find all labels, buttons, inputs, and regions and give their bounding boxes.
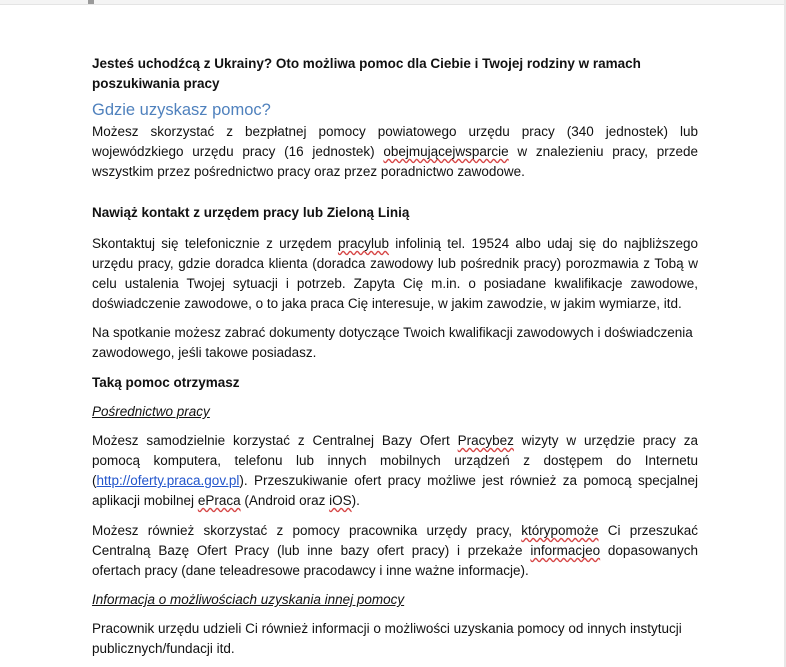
subheading-job-placement: Pośrednictwo pracy <box>92 404 210 419</box>
paragraph-contact: Skontaktuj się telefonicznie z urzędem pracylub infolinią tel. 19524 albo udaj się do najbliższego urzędu pracy, gdzie doradca klienta (doradca zawodowy lub pośrednik pracy) porozmawia z Tobą w celu ustalenia Twojej sytuacji i potrzeb. Zapyta Cię m.in. o posiadane kwalifikacje zawodowe, doświadczenie zawodowe, o to jaka praca Cię interesuje, w jakim zawodzie, w jakim wymiarze, itd. <box>92 236 699 311</box>
spelling-error: informacjeo <box>530 543 601 558</box>
paragraph-documents: Na spotkanie możesz zabrać dokumenty dotyczące Twoich kwalifikacji zawodowych i doświadczenia zawodowego, jeśli takowe posiadasz. <box>92 325 693 360</box>
paragraph-staff-help: Możesz również skorzystać z pomocy pracownika urzędy pracy, którypomoże Ci przeszukać Centralną Bazę Ofert Pracy (lub inne bazy ofert pracy) i przekaże informacjeo dopasowanych ofertach pracy (dane teleadresowe pracodawcy i inne ważne informacje). <box>92 523 698 578</box>
document-heading: Jesteś uchodźcą z Ukrainy? Oto możliwa pomoc dla Ciebie i Twojej rodziny w ramach poszukiwania pracy <box>92 56 641 91</box>
spelling-error: obejmującejwsparcie <box>383 144 509 159</box>
paragraph-help: Możesz skorzystać z bezpłatnej pomocy powiatowego urzędu pracy (340 jednostek) lub wojewódzkiego urzędu pracy (16 jednostek) obejmującejwsparcie w znalezieniu pracy, przede wszystkim przez pośrednictwo pracy oraz przez poradnictwo zawodowe. <box>92 124 698 179</box>
subheading-other-help: Informacja o możliwościach uzyskania innej pomocy <box>92 592 405 607</box>
spelling-error: Pracybez <box>457 433 514 448</box>
ruler-marker <box>88 0 94 4</box>
paragraph-job-offers: Możesz samodzielnie korzystać z Centralnej Bazy Ofert Pracybez wizyty w urzędzie pracy za pomocą komputera, telefonu lub innych mobilnych urządzeń z dostępem do Internetu (http://oferty.praca.gov.pl). Przeszukiwanie ofert pracy możliwe jest również za pomocą specjalnej aplikacji mobilnej ePraca (Android oraz iOS). <box>92 433 698 508</box>
section-heading-contact: Nawiąż kontakt z urzędem pracy lub Zieloną Linią <box>92 205 410 220</box>
ruler-bar <box>0 0 786 5</box>
spelling-error: ePraca <box>197 493 241 508</box>
section-heading-support: Taką pomoc otrzymasz <box>92 375 240 390</box>
spelling-error: którypomoże <box>521 523 599 538</box>
section-heading-help: Gdzie uzyskasz pomoc? <box>92 101 271 119</box>
offers-link[interactable]: http://oferty.praca.gov.pl <box>96 473 240 488</box>
document-page <box>92 54 698 659</box>
paragraph-other-help: Pracownik urzędu udzieli Ci również informacji o możliwości uzyskania pomocy od innych instytucji publicznych/fundacji itd. <box>92 621 682 656</box>
spelling-error: iOS <box>329 493 352 508</box>
spelling-error: pracylub <box>337 236 389 251</box>
